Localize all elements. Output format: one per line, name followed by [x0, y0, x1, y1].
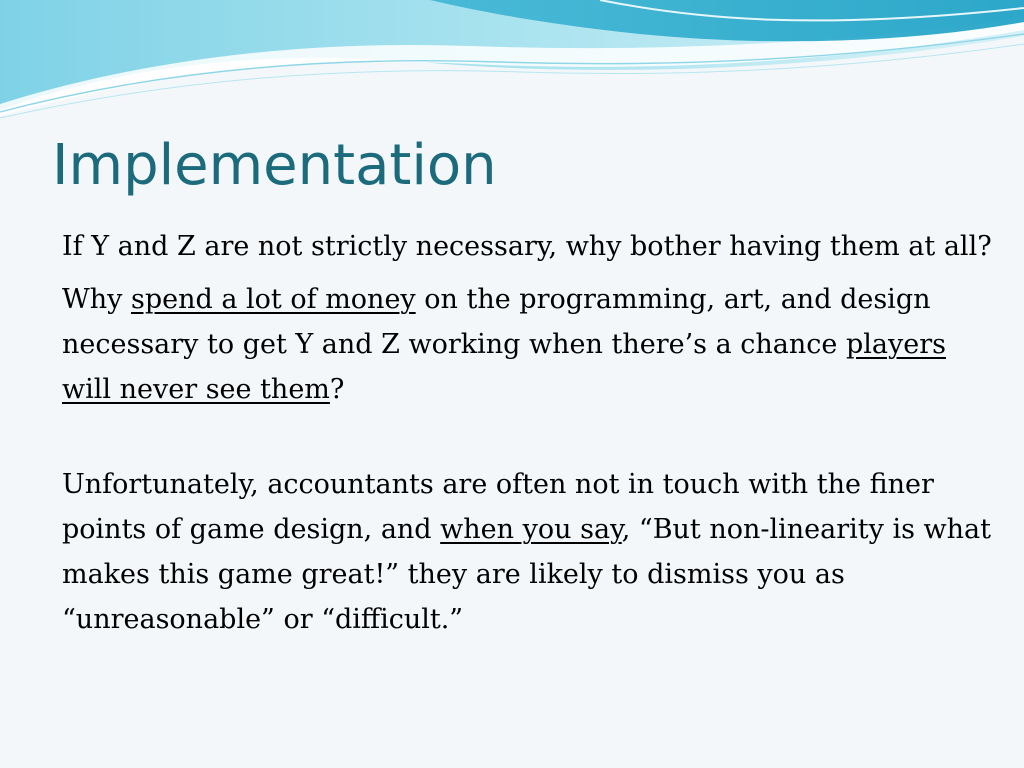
text-segment: If Y and Z are not strictly necessary, why bother having them at all? [62, 231, 992, 262]
paragraph [62, 462, 992, 642]
slide-body [62, 224, 992, 642]
text-segment: , “But non-linearity is what makes this game great!” they are likely to dismiss you as “unreasonable” or “difficult.” [62, 514, 992, 635]
slide-title: Implementation [52, 133, 497, 198]
underlined-phrase: players will never see them [62, 329, 946, 405]
underlined-phrase: spend a lot of money [130, 284, 416, 315]
text-segment: Why [62, 284, 131, 315]
text-segment: ? [329, 374, 345, 405]
wave-header-decoration [0, 0, 1024, 120]
paragraph [62, 277, 992, 412]
underlined-phrase: when you say [440, 514, 622, 545]
text-segment: Unfortunately, accountants are often not in touch with the finer points of game design, and [62, 469, 934, 545]
paragraph [62, 224, 992, 269]
text-segment: on the programming, art, and design necessary to get Y and Z working when there’s a chance [62, 284, 931, 360]
